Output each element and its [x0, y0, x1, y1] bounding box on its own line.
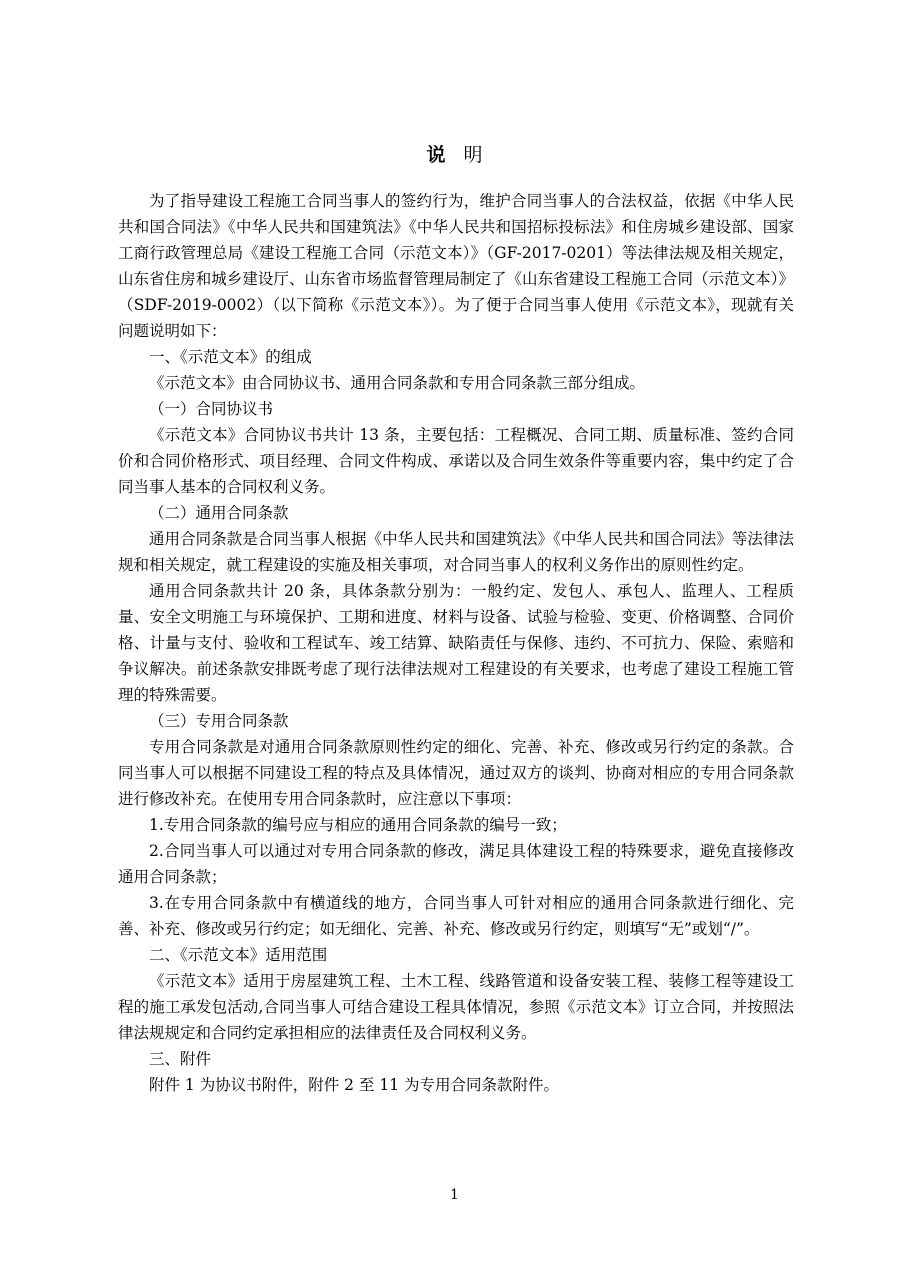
- paragraph: 《示范文本》适用于房屋建筑工程、土木工程、线路管道和设备安装工程、装修工程等建设工程的施工承发包活动,合同当事人可结合建设工程具体情况，参照《示范文本》订立合同，并按照法律法规规定和合同约定承担相应的法律责任及合同权利义务。: [118, 972, 794, 1042]
- list-item: 2.合同当事人可以通过对专用合同条款的修改，满足具体建设工程的特殊要求，避免直接修改通用合同条款；: [118, 842, 794, 886]
- title-char-1: 说: [426, 144, 446, 166]
- paragraph: 附件 1 为协议书附件，附件 2 至 11 为专用合同条款附件。: [149, 1076, 560, 1094]
- section-heading-composition: 一、《示范文本》的组成: [149, 348, 312, 366]
- paragraph: 《示范文本》合同协议书共计 13 条，主要包括：工程概况、合同工期、质量标准、签约合同价和合同价格形式、项目经理、合同文件构成、承诺以及合同生效条件等重要内容，集中约定了合同当事人基本的合同权利义务。: [118, 426, 794, 496]
- document-body: [118, 188, 794, 1098]
- intro-paragraph: 为了指导建设工程施工合同当事人的签约行为，维护合同当事人的合法权益，依据《中华人民共和国合同法》《中华人民共和国建筑法》《中华人民共和国招标投标法》和住房城乡建设部、国家工商行政管理总局《建设工程施工合同（示范文本）》（GF-2017-0201）等法律法规及相关规定，山东省住房和城乡建设厅、山东省市场监督管理局制定了《山东省建设工程施工合同（示范文本）》（SDF-2019-0002）（以下简称《示范文本》）。为了便于合同当事人使用《示范文本》，现就有关问题说明如下：: [118, 192, 794, 340]
- page-title: [0, 140, 909, 167]
- page-number: 1: [450, 1187, 459, 1203]
- list-item: 1.专用合同条款的编号应与相应的通用合同条款的编号一致；: [149, 816, 567, 834]
- subsection-heading-special-terms: （三）专用合同条款: [149, 712, 289, 730]
- section-heading-attachments: 三、附件: [149, 1050, 212, 1068]
- list-item: 3.在专用合同条款中有横道线的地方，合同当事人可针对相应的通用合同条款进行细化、完善、补充、修改或另行约定；如无细化、完善、补充、修改或另行约定，则填写“无”或划“/”。: [118, 894, 794, 938]
- paragraph: 通用合同条款是合同当事人根据《中华人民共和国建筑法》《中华人民共和国合同法》等法律法规和相关规定，就工程建设的实施及相关事项，对合同当事人的权利义务作出的原则性约定。: [118, 530, 794, 574]
- section-heading-scope: 二、《示范文本》适用范围: [149, 946, 328, 964]
- paragraph: 《示范文本》由合同协议书、通用合同条款和专用合同条款三部分组成。: [149, 374, 646, 392]
- title-char-2: 明: [463, 144, 483, 166]
- paragraph: 专用合同条款是对通用合同条款原则性约定的细化、完善、补充、修改或另行约定的条款。合同当事人可以根据不同建设工程的特点及具体情况，通过双方的谈判、协商对相应的专用合同条款进行修改补充。在使用专用合同条款时，应注意以下事项：: [118, 738, 794, 808]
- subsection-heading-agreement: （一）合同协议书: [149, 400, 274, 418]
- paragraph: 通用合同条款共计 20 条，具体条款分别为：一般约定、发包人、承包人、监理人、工程质量、安全文明施工与环境保护、工期和进度、材料与设备、试验与检验、变更、价格调整、合同价格、计量与支付、验收和工程试车、竣工结算、缺陷责任与保修、违约、不可抗力、保险、索赔和争议解决。前述条款安排既考虑了现行法律法规对工程建设的有关要求，也考虑了建设工程施工管理的特殊需要。: [118, 582, 794, 704]
- subsection-heading-general-terms: （二）通用合同条款: [149, 504, 289, 522]
